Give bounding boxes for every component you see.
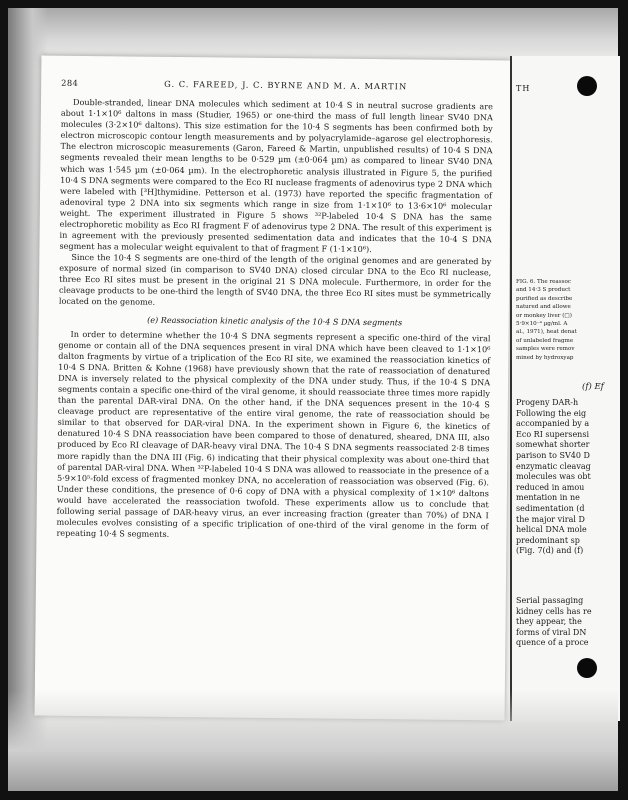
facing-body-line: molecules was obt <box>516 472 591 482</box>
binder-hole-bottom <box>577 658 597 678</box>
facing-body-line: enzymatic cleavag <box>516 461 591 471</box>
facing-body-line: accompanied by a <box>516 419 590 429</box>
facing-body-line: reduced in amou <box>516 482 585 492</box>
facing-body-line: they appear, the <box>516 617 582 627</box>
running-head: G. C. FAREED, J. C. BYRNE AND M. A. MARTIN <box>164 78 408 92</box>
paragraph-1: Double-stranded, linear DNA molecules which sediment at 10·4 S in neutral sucrose gradients are about 1·1×10⁶ daltons in mass (Studier, 1965) or one-third the mass of full length linear SV40 DNA molecules (3·2×10⁶ daltons). This size estimation for the 10·4 S segments has been confirmed both by electron microscopic contour length measurements and by polyacrylamide–agarose gel electrophoresis. The electron microscopic measurements (Garon, Fareed & Martin, unpublished results) of 10·4 S DNA segments revealed their mean lengths to be 0·529 µm (±0·064 µm) as compared to linear SV40 DNA which was 1·545 µm (±0·064 µm). In the electrophoretic analysis illustrated in Figure 5, the purified 10·4 S DNA segments were compared to the Eco RI nuclease fragments of adenovirus type 2 DNA which were labeled with [³H]thymidine. Petterson et al. (1973) have reported the specific fragmentation of adenoviral type 2 DNA into six segments which range in size from 1·1×10⁶ to 13·6×10⁶ molecular weight. The experiment illustrated in Figure 5 shows ³²P-labeled 10·4 S DNA has the same electrophoretic mobility as Eco RI fragment F of adenovirus type 2 DNA. The result of this experiment is in agreement with the previously presented sedimentation data and indicates that the 10·4 S DNA segment has a molecular weight equivalent to that of fragment F (1·1×10⁶). <box>59 96 494 255</box>
facing-body-line: kidney cells has re <box>516 606 592 616</box>
facing-body-line: helical DNA mole <box>516 525 587 535</box>
facing-page <box>510 56 620 721</box>
facing-body-line: Progeny DAR-h <box>516 398 579 407</box>
facing-body-line: forms of viral DN <box>516 627 587 637</box>
main-page-content <box>56 78 493 544</box>
facing-subheading: (f) Ef <box>582 382 604 392</box>
caption-line: or monkey liver (□) <box>516 312 572 319</box>
paragraph-3: In order to determine whether the 10·4 S DNA segments represent a specific one-third of the viral genome or contain all of the DNA sequences present in viral DNA which have been cleaved to 1·1×10⁶ dalton fragments by virtue of a triplication of the Eco RI site, we examined the reassociation kinetics of 10·4 S DNA. Britten & Kohne (1968) have previously shown that the rate of reassociation of denatured DNA is inversely related to the physical complexity of the DNA under study. Thus, if the 10·4 S DNA segments contain a specific one-third of the viral genome, it should reassociate three times more rapidly than the parental DAR-viral DNA. On the other hand, if the DNA sequences present in the 10·4 S cleavage product are representative of the entire viral genome, the rate of reassociation should be similar to that observed for DAR-viral DNA. In the experiment shown in Figure 6, the kinetics of denatured 10·4 S DNA reassociation have been compared to those of denatured, sheared, DNA III, also produced by Eco RI cleavage of DAR-heavy viral DNA. The 10·4 S DNA segments reassociated 2·8 times more rapidly than the DNA III (Fig. 6) indicating that their physical complexity was about one-third that of parental DAR-viral DNA. When ³²P-labeled 10·4 S DNA was allowed to reassociate in the presence of a 5·9×10⁵-fold excess of fragmented monkey DNA, no acceleration of reassociation was observed (Fig. 6). Under these conditions, the presence of 0·6 copy of DNA with a physical complexity of 1×10⁶ daltons would have accelerated the reassociation twofold. These experiments allow us to conclude that following serial passage of DAR-heavy virus, an ever increasing fraction (greater than 70%) of DNA I molecules evolves consisting of a specific triplication of one-third of the viral genome in the form of repeating 10·4 S segments. <box>56 328 491 539</box>
caption-line: purified as describe <box>516 295 573 302</box>
facing-body-line: quence of a proce <box>516 638 589 648</box>
facing-body-line: parison to SV40 D <box>516 450 590 460</box>
caption-line: natured and allowe <box>516 304 571 311</box>
facing-body-line: Following the eig <box>516 408 587 418</box>
facing-running-head: TH <box>516 84 531 93</box>
scan-shadow-bottom <box>8 690 618 791</box>
facing-body-line: Serial passaging <box>516 596 584 605</box>
page-header <box>61 78 493 94</box>
section-heading: (e) Reassociation kinetic analysis of the 10·4 S DNA segments <box>147 314 403 327</box>
binder-hole-top <box>577 76 597 96</box>
facing-body-line: sedimentation (d <box>516 503 585 513</box>
facing-body-line: (Fig. 7(d) and (f) <box>516 546 584 556</box>
facing-body-line: mentation in ne <box>516 493 580 503</box>
facing-body-line: the major viral D <box>516 514 585 524</box>
caption-line: 5·9×10⁻⁴ µg/ml. A <box>516 321 568 328</box>
facing-body-line: Eco RI supersensi <box>516 429 589 439</box>
facing-body-line: predominant sp <box>516 535 580 545</box>
main-page <box>35 56 512 721</box>
caption-line: of unlabeled fragme <box>516 337 574 344</box>
caption-line: mined by hydroxyap <box>516 354 574 361</box>
facing-body-1 <box>516 398 620 557</box>
facing-body-2 <box>516 596 620 649</box>
caption-line: FIG. 6. The reassoc <box>516 279 572 285</box>
page-number: 284 <box>61 77 79 88</box>
caption-line: samples were remov <box>516 346 575 353</box>
caption-line: and 14·3 S product <box>516 287 571 294</box>
caption-line: al., 1971), heat denat <box>516 329 577 336</box>
figure-caption <box>516 278 620 362</box>
paragraph-2: Since the 10·4 S segments are one-third of the length of the original genomes and are generated by exposure of normal sized (in comparison to SV40 DNA) closed circular DNA to the Eco RI nuclease, three Eco RI sites must be present in the original 21 S DNA molecule. Furthermore, in order for the cleavage products to be one-third the length of SV40 DNA, the three Eco RI sites must be symmetrically located on the genome. <box>58 252 492 308</box>
facing-body-line: somewhat shorter <box>516 440 590 450</box>
